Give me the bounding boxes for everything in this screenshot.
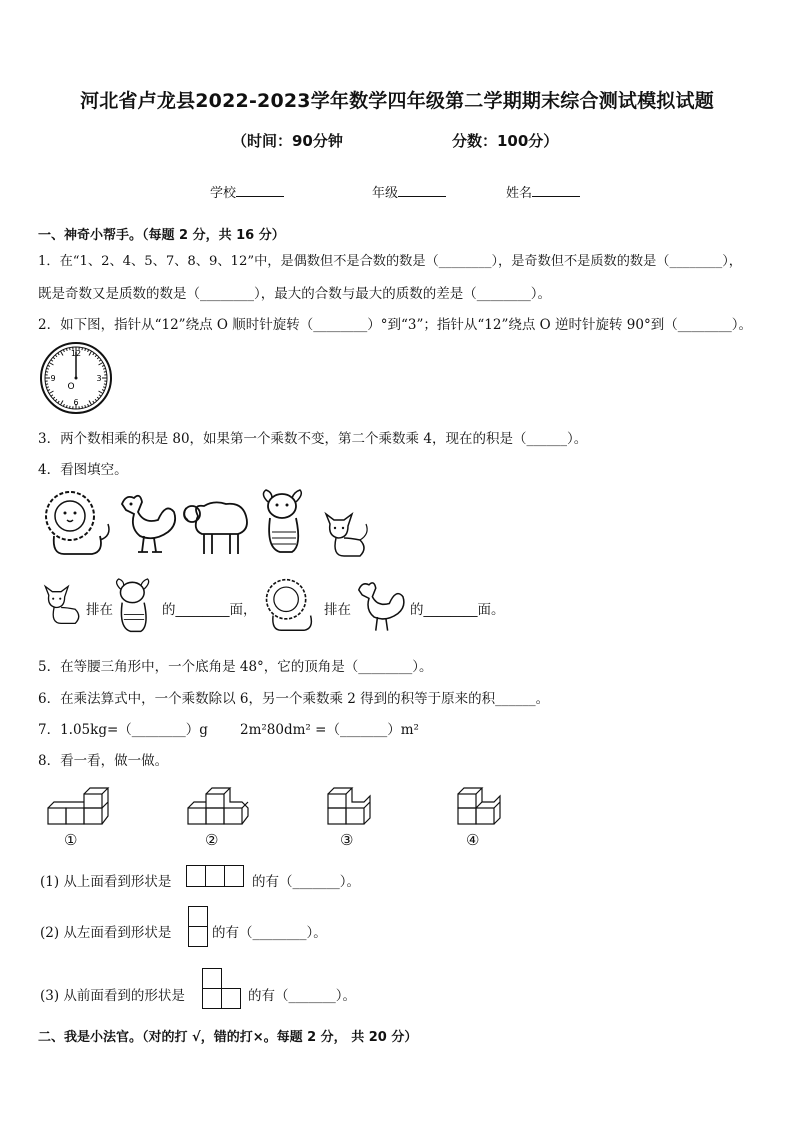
q8-1-suffix: 的有（_______）。 <box>252 874 360 890</box>
clock-tick <box>61 401 64 405</box>
clock-tick <box>48 390 50 391</box>
school-field[interactable] <box>210 182 284 201</box>
clock-tick <box>97 397 99 399</box>
q7-part-a: 7．1.05kg=（________）g <box>38 722 208 738</box>
kitten-small-icon <box>40 580 84 628</box>
figure-label-1: ① <box>64 831 78 849</box>
clock-tick <box>49 363 53 366</box>
clock-tick <box>99 360 101 361</box>
q8-3-suffix: 的有（_______）。 <box>248 988 356 1004</box>
clock-tick <box>63 404 64 406</box>
clock-center-o: O <box>67 382 75 392</box>
clock-tick <box>97 357 99 359</box>
clock-tick <box>46 372 48 373</box>
clock-tick <box>51 360 53 361</box>
q7-part-b: 2m²80dm² =（_______）m² <box>240 722 419 738</box>
school-label: 学校 <box>210 186 237 201</box>
clock-tick <box>88 350 89 352</box>
clock-tick <box>47 368 49 369</box>
clock-tick <box>49 391 53 394</box>
q1-line2: 既是奇数又是质数的数是（________），最大的合数与最大的质数的差是（________）。 <box>38 286 551 302</box>
cube-figure-4 <box>456 784 506 828</box>
clock-tick <box>89 351 92 355</box>
clock-tick <box>99 363 103 366</box>
clock-tick <box>55 399 57 401</box>
grade-label: 年级 <box>372 186 399 201</box>
clock-tick <box>48 365 50 366</box>
clock-tick <box>104 384 106 385</box>
q8-2-prefix: (2) 从左面看到形状是 <box>40 925 172 941</box>
figure-label-2: ② <box>205 831 219 849</box>
clock-tick <box>66 405 67 407</box>
page-title: 河北省卢龙县2022-2023学年数学四年级第二学期期末综合测试模拟试题 <box>80 90 714 112</box>
q8-1-prefix: (1) 从上面看到形状是 <box>40 874 172 890</box>
clock-tick <box>95 399 97 401</box>
clock-tick <box>58 401 59 403</box>
clock-tick <box>88 404 89 406</box>
clock-tick <box>82 348 83 350</box>
clock-tick <box>70 406 71 408</box>
q8-2-suffix: 的有（________）。 <box>212 925 327 941</box>
clock-tick <box>63 350 64 352</box>
clock-num-12: 12 <box>70 349 82 358</box>
clock-tick <box>103 368 105 369</box>
clock-tick <box>58 353 59 355</box>
q3-text: 3．两个数相乘的积是 80，如果第一个乘数不变，第二个乘数乘 4，现在的积是（______）。 <box>38 431 588 447</box>
kitten-icon <box>320 508 370 560</box>
clock-tick <box>66 349 67 351</box>
cube-figure-3 <box>326 784 386 828</box>
cube-figure-1 <box>46 786 106 826</box>
rooster-icon <box>114 490 180 556</box>
clock-tick <box>46 384 48 385</box>
q8-text: 8．看一看，做一做。 <box>38 753 169 769</box>
q4-fill-b-prefix: 排在 <box>324 602 351 618</box>
clock-num-6: 6 <box>73 398 79 407</box>
q4-fill-a-suffix: 的________面， <box>162 602 257 618</box>
q4-fill-a-prefix: 排在 <box>86 602 113 618</box>
name-label: 姓名 <box>506 186 533 201</box>
name-field[interactable] <box>506 182 580 201</box>
q8-3-prefix: (3) 从前面看到的形状是 <box>40 988 185 1004</box>
puppy-small-icon <box>112 576 156 636</box>
q4-text: 4．看图填空。 <box>38 462 128 478</box>
clock-tick <box>99 395 101 396</box>
q4-fill-b-suffix: 的________面。 <box>410 602 505 618</box>
clock-num-9: 9 <box>50 374 56 383</box>
q5-text: 5．在等腰三角形中，一个底角是 48°，它的顶角是（________）。 <box>38 659 433 675</box>
clock-tick <box>99 391 103 394</box>
clock-tick <box>89 401 92 405</box>
section1-heading: 一、神奇小帮手。（每题 2 分，共 16 分） <box>38 228 285 243</box>
clock-tick <box>53 397 55 399</box>
exam-time: （时间：90分钟 <box>232 132 343 150</box>
clock-tick <box>51 395 53 396</box>
q6-text: 6．在乘法算式中，一个乘数除以 6，另一个乘数乘 2 得到的积等于原来的积______。 <box>38 691 550 707</box>
clock-tick <box>61 351 64 355</box>
sheep-icon <box>182 496 252 558</box>
clock-tick <box>93 401 94 403</box>
shape-l-three-squares <box>202 968 246 1012</box>
clock-tick <box>104 372 106 373</box>
clock-tick <box>85 405 86 407</box>
shape-two-vertical-squares <box>188 906 210 950</box>
clock-tick <box>53 357 55 359</box>
section2-heading: 二、我是小法官。（对的打 √，错的打×。每题 2 分， 共 20 分） <box>38 1030 418 1045</box>
puppy-icon <box>258 488 310 556</box>
rooster-small-icon <box>352 578 408 634</box>
clock-tick <box>85 349 86 351</box>
exam-score: 分数：100分） <box>452 132 559 150</box>
clock-tick <box>47 387 49 388</box>
q2-text: 2．如下图，指针从“12”绕点 O 顺时针旋转（________）°到“3”；指针从“12”绕点 O 逆时针旋转 90°到（________）。 <box>38 317 752 333</box>
clock-tick <box>95 355 97 357</box>
clock-tick <box>93 353 94 355</box>
figure-label-3: ③ <box>340 831 354 849</box>
clock-figure <box>38 340 114 416</box>
shape-three-squares <box>186 865 246 887</box>
figure-label-4: ④ <box>466 831 480 849</box>
clock-tick <box>102 390 104 391</box>
lion-small-icon <box>260 574 322 636</box>
cube-figure-2 <box>186 786 246 826</box>
clock-tick <box>82 406 83 408</box>
clock-tick <box>103 387 105 388</box>
clock-tick <box>102 365 104 366</box>
clock-num-3: 3 <box>96 374 102 383</box>
q1-line1: 1．在“1、2、4、5、7、8、9、12”中，是偶数但不是合数的数是（________），是奇数但不是质数的数是（________）， <box>38 254 742 269</box>
clock-tick <box>55 355 57 357</box>
lion-icon <box>38 488 114 558</box>
grade-field[interactable] <box>372 182 446 201</box>
